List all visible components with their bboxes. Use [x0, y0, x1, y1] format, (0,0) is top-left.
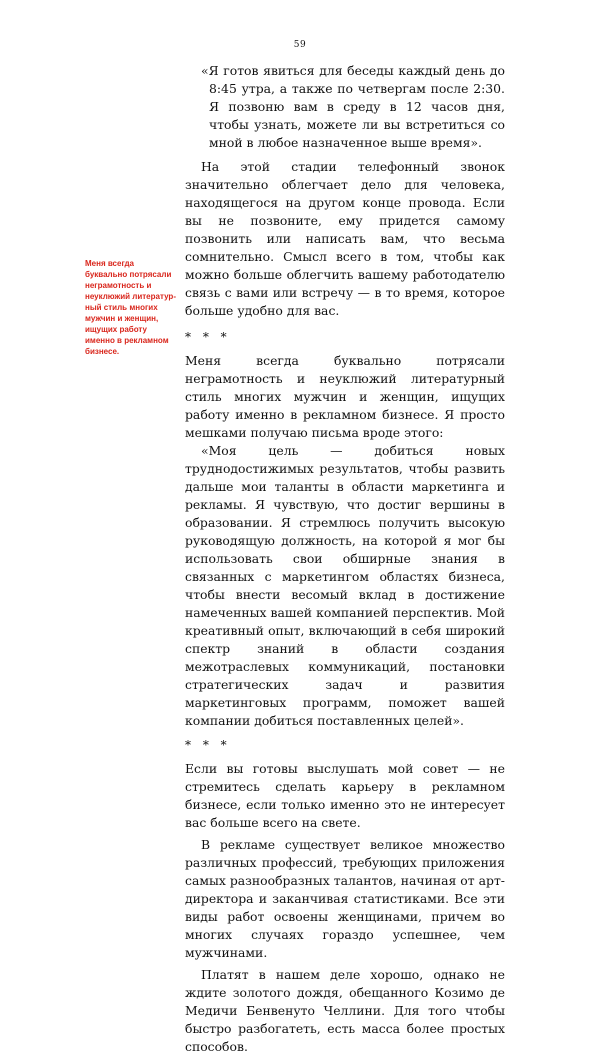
paragraph-pay: Платят в нашем деле хорошо, однако не ждите золотого дождя, обещанного Козимо де Медичи Бенвенуто Челлини. Для того чтобы быстро разбогатеть, есть масса более простых способов. [185, 967, 505, 1054]
paragraph-advice: Если вы готовы выслушать мой совет — не стремитесь сделать карьеру в рекламном бизнесе, если только именно это не интересует вас больше всего на свете. [185, 761, 505, 830]
section-separator-1: * * * [185, 330, 231, 344]
paragraph-phone: На этой стадии телефонный звонок значительно облегчает дело для человека, находящегося на другом конце провода. Если вы не позвоните, ему придется самому позвонить или написать вам, что весьма сомнительно. Смысл всего в том, чтобы как можно больше облегчить вашему работодателю связь с вами или встречу — в то время, которое больше удобно для вас. [185, 159, 505, 318]
paragraph-shocked: Меня всегда буквально потрясали неграмотность и неуклюжий литературный стиль многих мужчин и женщин, ищущих работу именно в рекламном бизнесе. Я просто мешками получаю письма вроде этого: [185, 353, 505, 440]
page-number: 59 [293, 40, 307, 50]
top-quote: «Я готов явиться для беседы каждый день до 8:45 утра, а также по четвергам после 2:30. Я позвоню вам в среду в 12 часов дня, чтобы узнать, можете ли вы встретиться со мной в любое назначенное выше время». [201, 63, 505, 150]
margin-note-pullquote: Меня всегда буквально потрясали неграмотность и неуклюжий литератур-ный стиль многих мужчин и женщин, ищущих работу именно в рекламном бизнесе. [85, 259, 176, 356]
letter-quote: «Моя цель — добиться новых труднодостижимых результатов, чтобы развить дальше мои таланты в области маркетинга и рекламы. Я чувствую, что достиг вершины в образовании. Я стремлюсь получить высокую руководящую должность, на которой я мог бы использовать свои обширные знания в связанных с маркетингом областях бизнеса, чтобы внести весомый вклад в достижение намеченных вашей компанией перспектив. Мой креативный опыт, включающий в себя широкий спектр знаний в области создания межотраслевых коммуникаций, постановки стратегических задач и развития маркетинговых программ, поможет вашей компании добиться поставленных целей». [185, 443, 505, 728]
section-separator-2: * * * [185, 738, 231, 752]
paragraph-professions: В рекламе существует великое множество различных профессий, требующих приложения самых разнообразных талантов, начиная от арт-директора и заканчивая статистиками. Все эти виды работ освоены женщинами, причем во многих случаях гораздо успешнее, чем мужчинами. [185, 837, 505, 960]
body-column [185, 62, 505, 1056]
